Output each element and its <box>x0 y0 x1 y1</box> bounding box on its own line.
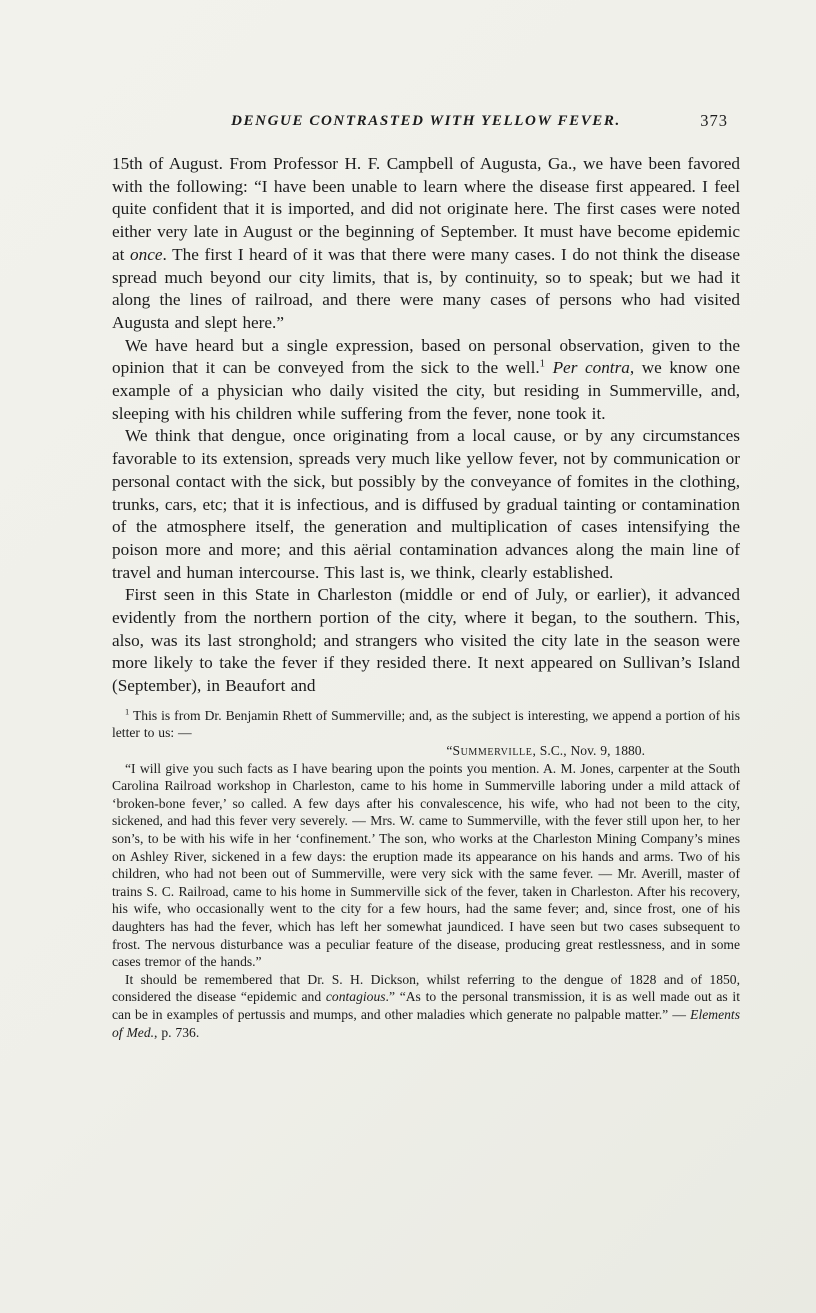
paragraph-4 <box>112 584 740 698</box>
text-run: “I will give you such facts as I have bearing upon the points you mention. A. M. Jones, carpenter at the South Carolina Railroad workshop in Charleston, came to his home in Summerville laboring under a mild attack of ‘broken-bone fever,’ so called. A few days after his convalescence, his wife, who had not been to the city, sickened, and had this fever very severely. — Mrs. W. came to Summerville, with the fever still upon her, to her son’s, to be with his wife in her ‘confinement.’ The son, who works at the Charleston Mining Company’s mines on Ashley River, sickened in a few days: the eruption made its appearance on his hands and arms. Two of his children, who had not been out of Summerville, were very sick with the same fever. — Mr. Averill, master of trains S. C. Railroad, came to his home in Summerville sick of the fever, taken in Charleston. After his recovery, his wife, who occasionally went to the city for a few hours, had the same fever; and, since frost, one of his daughters has had the fever, which has left her somewhat jaundiced. I have seen but two cases subsequent to frost. The nervous disturbance was a peculiar feature of the disease, producing great restlessness, and in some cases tremor of the hands.” <box>112 760 740 970</box>
running-title: DENGUE CONTRASTED WITH YELLOW FEVER. <box>231 113 621 129</box>
footnote-marker: 1 <box>125 706 130 717</box>
paragraph-3 <box>112 425 740 584</box>
text-run: It should be remembered that Dr. S. H. Dickson, whilst referring to the dengue of 1828 and of 1850, considered the disease “epidemic and <box>112 971 740 1005</box>
italic-run: Per contra <box>552 358 630 378</box>
page-content <box>112 112 740 1041</box>
text-run: .” “As to the personal transmission, it is as well made out as it can be in examples of pertussis and mumps, and other maladies which generate no palpable matter.” — <box>112 989 740 1022</box>
text-run: . The first I heard of it was that there were many cases. I do not think the disease spread much beyond our city limits, that is, by continuity, so to speak; but we had it along the lines of railroad, and there were many cases of persons who had visited Augusta and slept here.” <box>112 244 740 332</box>
text-run: This is from Dr. Benjamin Rhett of Summerville; and, as the subject is interesting, we append a portion of his letter to us: — <box>112 707 740 741</box>
page-header <box>112 112 740 132</box>
main-text-block <box>112 153 740 698</box>
page-number: 373 <box>700 111 728 130</box>
footnote-letter <box>112 760 740 971</box>
footnote-section <box>112 707 740 1041</box>
text-run: , p. 736. <box>154 1024 200 1040</box>
text-run: First seen in this State in Charleston (middle or end of July, or earlier), it advanced evidently from the northern portion of the city, where it began, to the southern. This, also, was its last stronghold; and strangers who visited the city late in the season were more likely to take the fever if they resided there. It next appeared on Sullivan’s Island (September), in Beaufort and <box>112 585 740 696</box>
paragraph-1 <box>112 153 740 335</box>
footnote-remark <box>112 971 740 1041</box>
footnote-marker: 1 <box>539 358 545 370</box>
footnote-intro <box>112 707 740 742</box>
text-run: We have heard but a single expression, based on personal observation, given to the opinion that it can be conveyed from the sick to the well. <box>112 335 740 378</box>
footnote-dateline <box>112 742 740 760</box>
text-run: , we know one example of a physician who daily visited the city, but residing in Summerville, and, sleeping with his children while suffering from the fever, none took it. <box>112 358 740 423</box>
text-run: “ <box>446 743 453 759</box>
italic-run: Elements of Med. <box>112 1006 740 1040</box>
text-run: We think that dengue, once originating from a local cause, or by any circumstances favorable to its extension, spreads very much like yellow fever, not by communication or personal contact with the sick, but possibly by the conveyance of fomites in the clothing, trunks, cars, etc; that it is infectious, and is diffused by gradual tainting or contamination of the atmosphere itself, the generation and multiplication of cases intensifying the poison more and more; and this aërial contamination advances along the main line of travel and human intercourse. This last is, we think, clearly established. <box>112 426 740 582</box>
smallcaps-run: Summerville <box>452 743 533 759</box>
text-run: 15th of August. From Professor H. F. Campbell of Augusta, Ga., we have been favored with the following: “I have been unable to learn where the disease first appeared. I feel quite confident that it is imported, and did not originate here. The first cases were noted either very late in August or the beginning of September. It must have become epidemic at <box>112 154 740 264</box>
italic-run: contagious <box>325 989 386 1005</box>
text-run: , S.C., Nov. 9, 1880. <box>532 743 645 759</box>
paragraph-2 <box>112 335 740 426</box>
text-run <box>545 358 553 377</box>
italic-run: once <box>130 244 163 264</box>
